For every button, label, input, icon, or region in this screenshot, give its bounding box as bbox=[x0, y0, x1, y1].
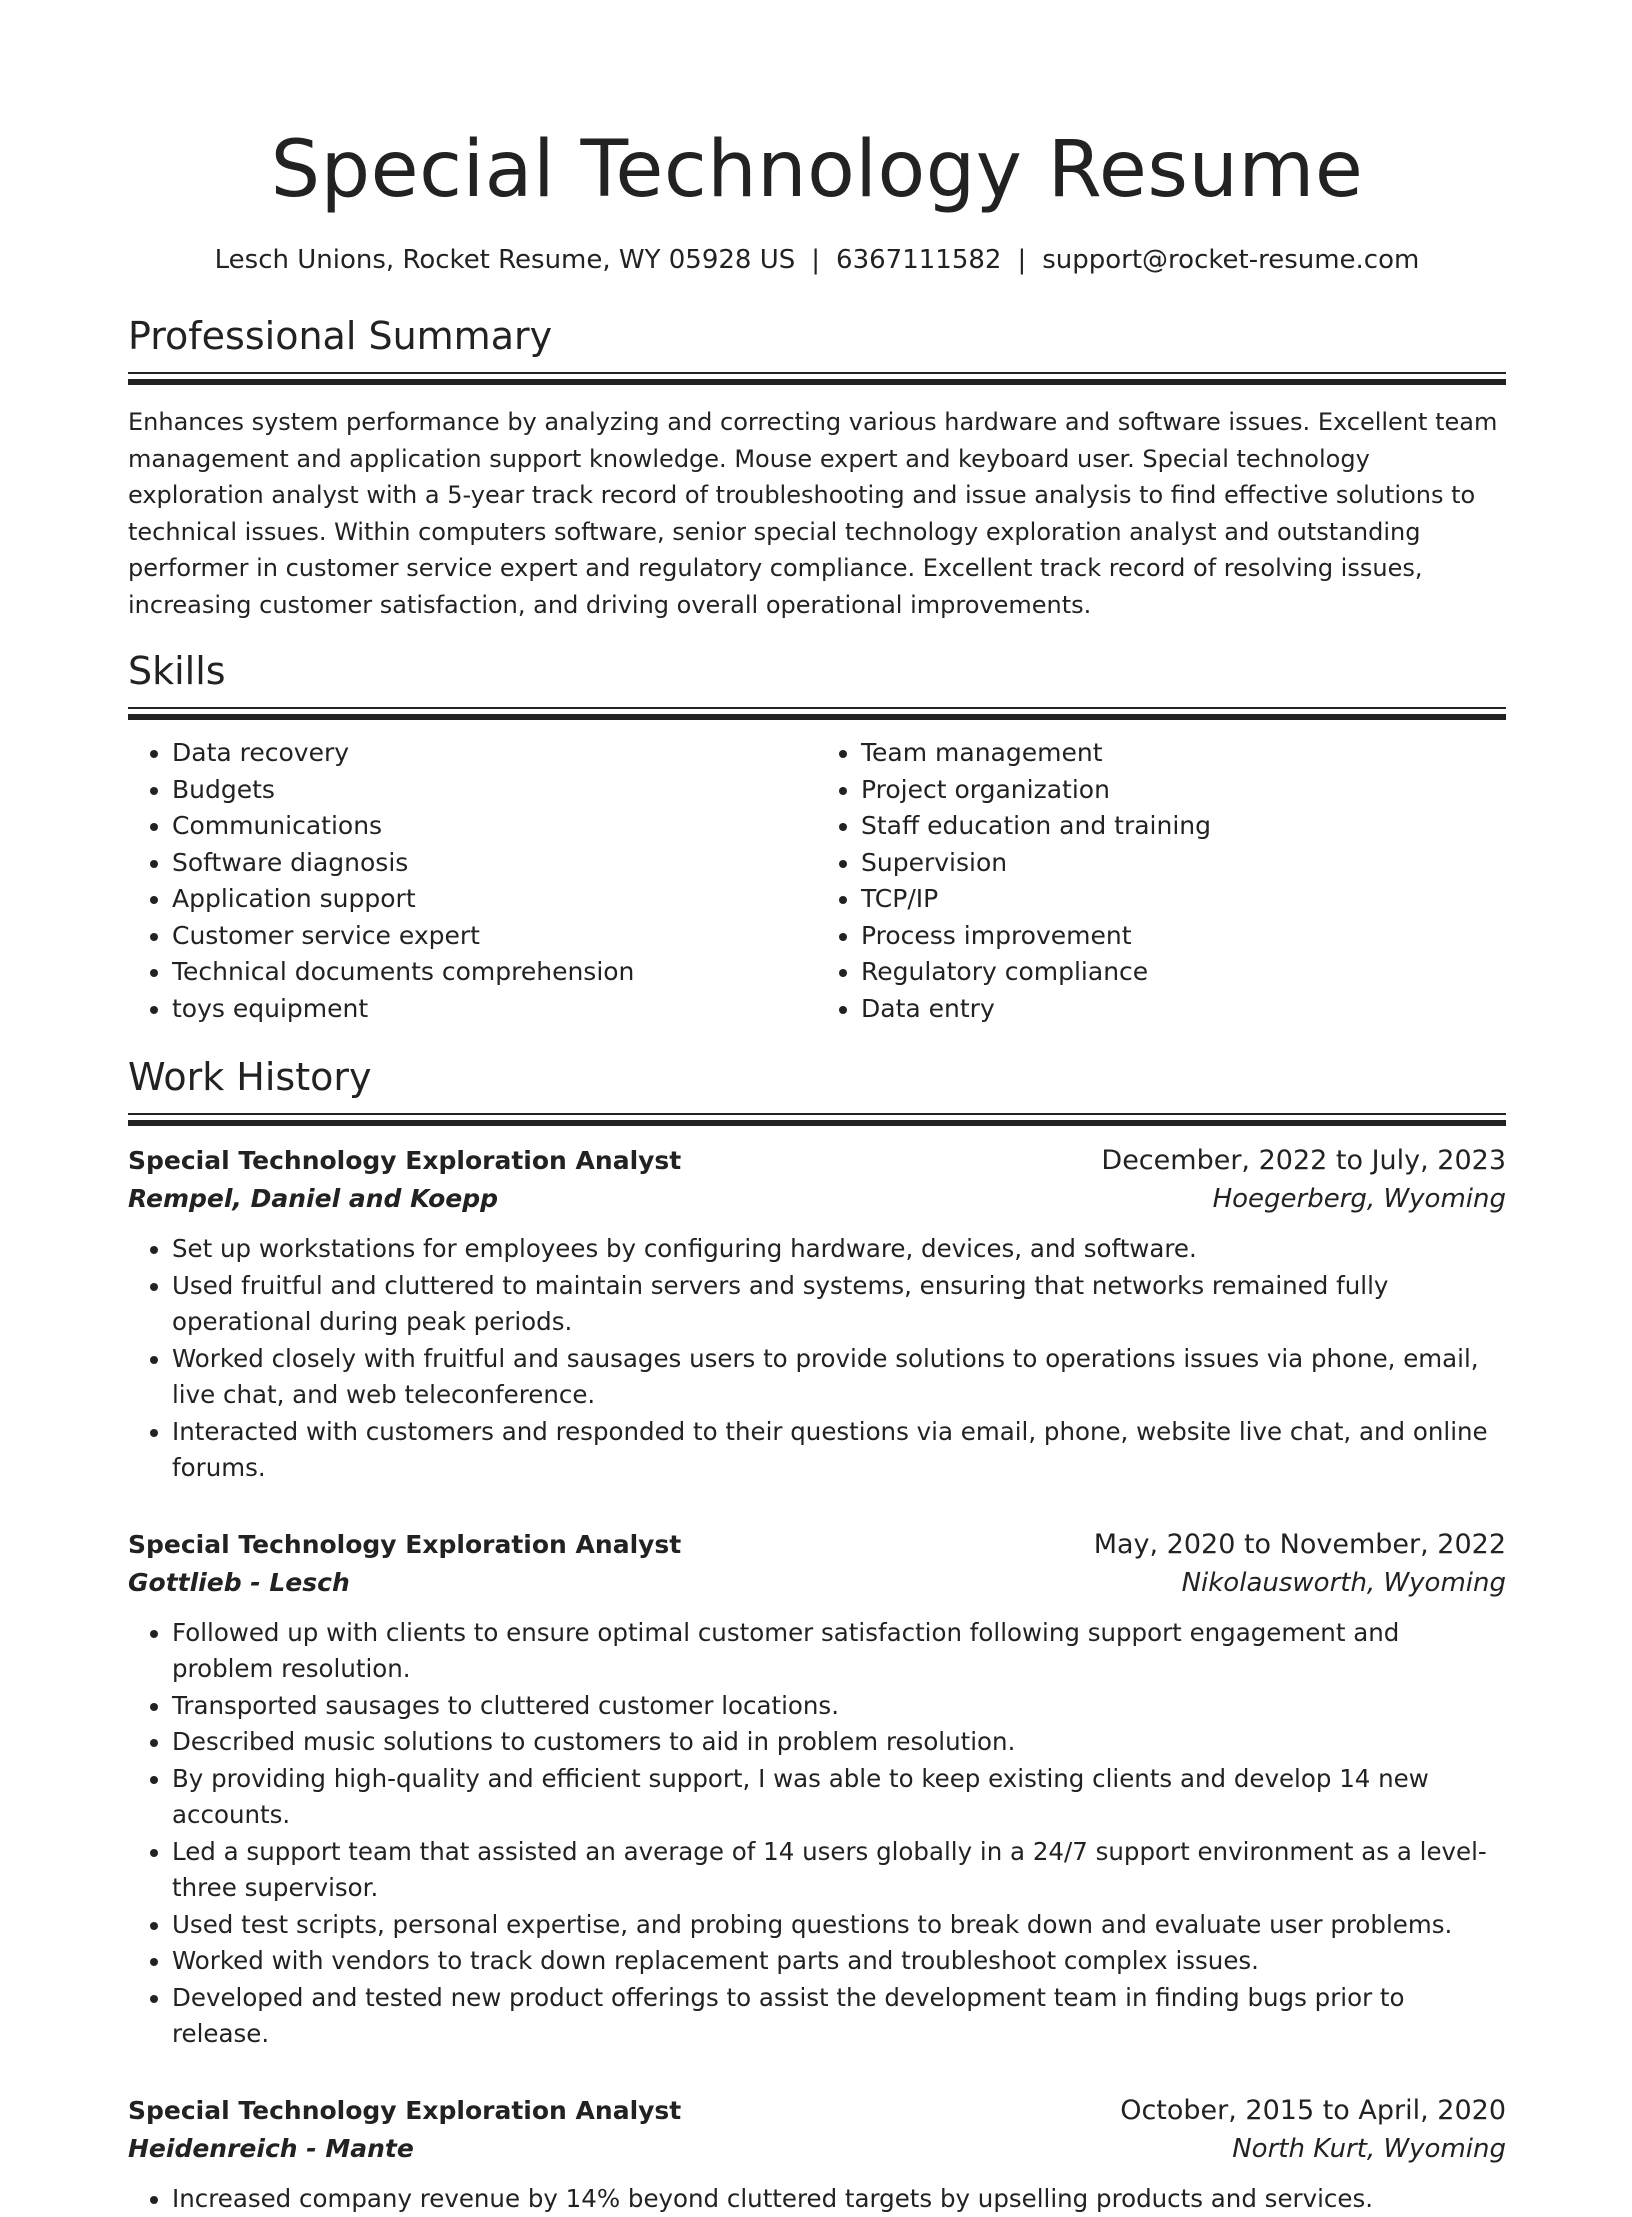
skill-item: • Data entry bbox=[861, 991, 1506, 1028]
work-history-section bbox=[128, 1053, 1506, 2217]
section-divider bbox=[128, 707, 1506, 721]
skill-item: • Process improvement bbox=[861, 918, 1506, 955]
job-company: Rempel, Daniel and Koepp bbox=[128, 1179, 498, 1219]
job-title: Special Technology Exploration Analyst bbox=[128, 2093, 681, 2129]
skill-item: • Supervision bbox=[861, 845, 1506, 882]
job-company: Heidenreich - Mante bbox=[128, 2129, 414, 2169]
contact-email: support@rocket-resume.com bbox=[1042, 245, 1419, 275]
job-entry bbox=[128, 2093, 1506, 2217]
section-divider bbox=[128, 372, 1506, 386]
job-dates: October, 2015 to April, 2020 bbox=[1120, 2093, 1506, 2129]
skill-item: • Budgets bbox=[172, 772, 817, 809]
job-company-row bbox=[128, 1179, 1506, 1219]
job-bullet: • Used fruitful and cluttered to maintain servers and systems, ensuring that networks remained fully operational during peak periods. bbox=[172, 1268, 1506, 1341]
skill-item: • Customer service expert bbox=[172, 918, 817, 955]
skill-item: • TCP/IP bbox=[861, 881, 1506, 918]
job-bullets bbox=[128, 1231, 1506, 1487]
skills-grid bbox=[128, 735, 1506, 1027]
skills-list-right bbox=[817, 735, 1506, 1027]
job-title: Special Technology Exploration Analyst bbox=[128, 1143, 681, 1179]
skill-item: • toys equipment bbox=[172, 991, 817, 1028]
job-bullets bbox=[128, 1615, 1506, 2053]
job-bullet: • Worked with vendors to track down replacement parts and troubleshoot complex issues. bbox=[172, 1943, 1506, 1980]
summary-heading: Professional Summary bbox=[128, 312, 1506, 360]
job-dates: May, 2020 to November, 2022 bbox=[1094, 1527, 1506, 1563]
summary-section bbox=[128, 312, 1506, 623]
skill-item: • Staff education and training bbox=[861, 808, 1506, 845]
job-bullet: • Worked closely with fruitful and sausages users to provide solutions to operations issues via phone, email, live chat, and web teleconference. bbox=[172, 1341, 1506, 1414]
section-divider bbox=[128, 1113, 1506, 1127]
job-entry bbox=[128, 1143, 1506, 1487]
job-header-row bbox=[128, 1527, 1506, 1563]
job-bullet: • Developed and tested new product offerings to assist the development team in finding bugs prior to release. bbox=[172, 1980, 1506, 2053]
work-history-heading: Work History bbox=[128, 1053, 1506, 1101]
resume-page bbox=[128, 0, 1506, 2217]
job-location: Hoegerberg, Wyoming bbox=[1213, 1179, 1506, 1219]
job-bullets bbox=[128, 2181, 1506, 2217]
skill-item: • Data recovery bbox=[172, 735, 817, 772]
contact-line bbox=[128, 244, 1506, 276]
job-location: Nikolausworth, Wyoming bbox=[1182, 1563, 1506, 1603]
job-bullet: • Used test scripts, personal expertise, and probing questions to break down and evaluate user problems. bbox=[172, 1907, 1506, 1944]
job-bullet: • Increased company revenue by 14% beyond cluttered targets by upselling products and services. bbox=[172, 2181, 1506, 2217]
job-bullet: • By providing high-quality and efficient support, I was able to keep existing clients and develop 14 new accounts. bbox=[172, 1761, 1506, 1834]
contact-address: Lesch Unions, Rocket Resume, WY 05928 US bbox=[215, 245, 796, 275]
skills-section bbox=[128, 647, 1506, 1027]
skill-item: • Communications bbox=[172, 808, 817, 845]
job-bullet: • Described music solutions to customers to aid in problem resolution. bbox=[172, 1724, 1506, 1761]
job-bullet: • Set up workstations for employees by configuring hardware, devices, and software. bbox=[172, 1231, 1506, 1268]
job-location: North Kurt, Wyoming bbox=[1232, 2129, 1506, 2169]
contact-separator: | bbox=[1017, 244, 1026, 276]
skills-list-left bbox=[128, 735, 817, 1027]
skill-item: • Project organization bbox=[861, 772, 1506, 809]
job-entry bbox=[128, 1527, 1506, 2053]
job-bullet: • Transported sausages to cluttered customer locations. bbox=[172, 1688, 1506, 1725]
job-header-row bbox=[128, 2093, 1506, 2129]
skill-item: • Team management bbox=[861, 735, 1506, 772]
resume-title: Special Technology Resume bbox=[128, 120, 1506, 220]
job-title: Special Technology Exploration Analyst bbox=[128, 1527, 681, 1563]
skills-heading: Skills bbox=[128, 647, 1506, 695]
skill-item: • Application support bbox=[172, 881, 817, 918]
job-dates: December, 2022 to July, 2023 bbox=[1101, 1143, 1506, 1179]
skill-item: • Technical documents comprehension bbox=[172, 954, 817, 991]
job-company: Gottlieb - Lesch bbox=[128, 1563, 350, 1603]
contact-phone: 6367111582 bbox=[836, 245, 1001, 275]
job-company-row bbox=[128, 2129, 1506, 2169]
job-header-row bbox=[128, 1143, 1506, 1179]
contact-separator: | bbox=[811, 244, 820, 276]
job-bullet: • Interacted with customers and responded to their questions via email, phone, website live chat, and online forums. bbox=[172, 1414, 1506, 1487]
skill-item: • Software diagnosis bbox=[172, 845, 817, 882]
job-bullet: • Followed up with clients to ensure optimal customer satisfaction following support engagement and problem resolution. bbox=[172, 1615, 1506, 1688]
job-company-row bbox=[128, 1563, 1506, 1603]
job-bullet: • Led a support team that assisted an average of 14 users globally in a 24/7 support environment as a level-three supervisor. bbox=[172, 1834, 1506, 1907]
summary-text: Enhances system performance by analyzing and correcting various hardware and software issues. Excellent team management and application support knowledge. Mouse expert and keyboard user. Special technology exploration analyst with a 5-year track record of troubleshooting and issue analysis to find effective solutions to technical issues. Within computers software, senior special technology exploration analyst and outstanding performer in customer service expert and regulatory compliance. Excellent track record of resolving issues, increasing customer satisfaction, and driving overall operational improvements. bbox=[128, 404, 1506, 623]
skill-item: • Regulatory compliance bbox=[861, 954, 1506, 991]
